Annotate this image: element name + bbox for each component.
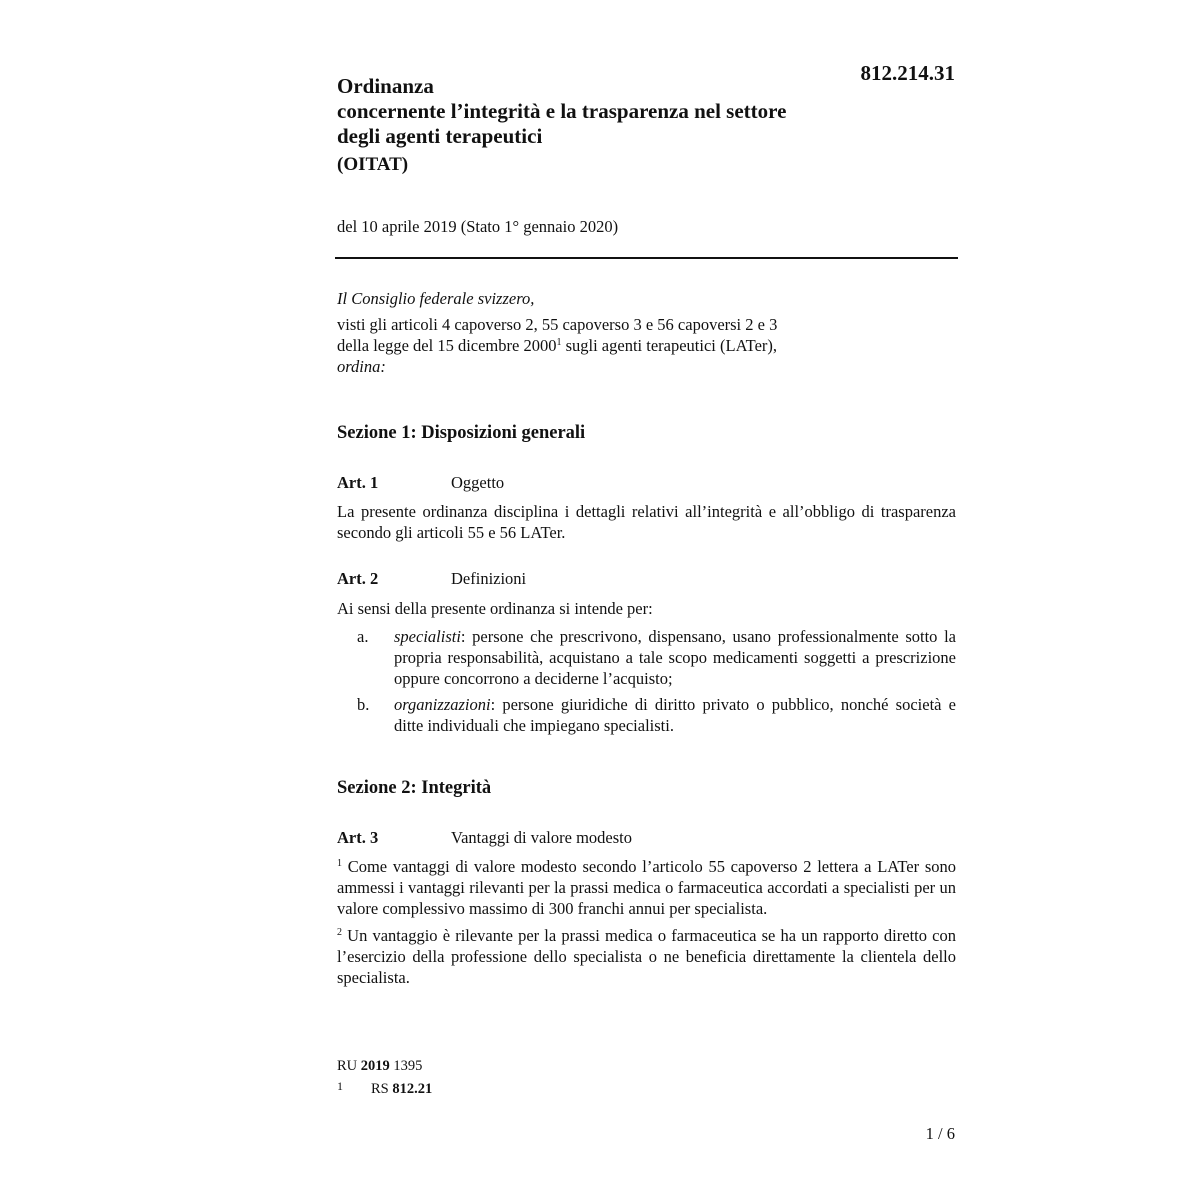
page-counter: 1 / 6 — [925, 1124, 955, 1143]
sr-number: 812.214.31 — [860, 61, 955, 85]
paragraph-text: Un vantaggio è rilevante per la prassi medica o farmaceutica se ha un rapporto diretto con l’esercizio della professione dello specialista o ne beneficia direttamente la clientela dello specialista. — [337, 926, 956, 987]
definition-term: organizzazioni — [394, 695, 491, 714]
document-title — [337, 74, 877, 177]
preamble-law-text-end: sugli agenti terapeutici (LATer), — [561, 336, 778, 355]
title-line: Ordinanza — [337, 74, 434, 98]
article-number: Art. 3 — [337, 828, 379, 847]
preamble-ordina: ordina: — [337, 357, 386, 376]
footnote-prefix: RS — [371, 1081, 393, 1097]
article-2-heading — [337, 569, 526, 589]
article-number: Art. 2 — [337, 569, 379, 588]
paragraph-number: 1 — [337, 858, 342, 869]
preamble-authority: Il Consiglio federale svizzero, — [337, 289, 535, 308]
ru-prefix: RU — [337, 1058, 361, 1074]
preamble-law-text: della legge del 15 dicembre 2000 — [337, 336, 557, 355]
article-number: Art. 1 — [337, 473, 379, 492]
footnote-reference[interactable]: 1 — [556, 337, 562, 348]
preamble-visti-cont — [337, 335, 957, 356]
definition-term: specialisti — [394, 627, 461, 646]
definition-item — [337, 626, 956, 689]
article-3-paragraph-2 — [337, 925, 956, 988]
ru-reference — [337, 1058, 422, 1075]
paragraph-text: Come vantaggi di valore modesto secondo l’articolo 55 capoverso 2 lettera a LATer sono ammessi i vantaggi rilevanti per la prassi medica o farmaceutica accordati a specialisti per un valore complessivo massimo di 300 franchi annui per specialista. — [337, 857, 956, 918]
footnote-link[interactable]: 812.21 — [392, 1081, 433, 1097]
preamble-visti: visti gli articoli 4 capoverso 2, 55 capoverso 3 e 56 capoversi 2 e 3 — [337, 315, 778, 334]
definition-item — [337, 694, 956, 736]
definition-text: : persone giuridiche di diritto privato o pubblico, nonché società e ditte individuali che impiegano specialisti. — [394, 695, 956, 735]
section-2-heading: Sezione 2: Integrità — [337, 778, 492, 798]
article-1-text: La presente ordinanza disciplina i dettagli relativi all’integrità e all’obbligo di trasparenza secondo gli articoli 55 e 56 LATer. — [337, 502, 956, 542]
horizontal-divider — [335, 257, 958, 259]
item-label: b. — [357, 695, 370, 714]
footnote-number: 1 — [337, 1079, 343, 1093]
article-title: Oggetto — [451, 473, 505, 492]
paragraph-number: 2 — [337, 927, 342, 938]
definition-text: : persone che prescrivono, dispensano, usano professionalmente sotto la propria responsabilità, acquistano a tale scopo medicamenti soggetti a prescrizione oppure concorrono a deciderne l’acquisto; — [394, 627, 956, 688]
article-title: Vantaggi di valore modesto — [451, 828, 633, 847]
article-3-heading — [337, 828, 632, 848]
article-2-intro: Ai sensi della presente ordinanza si intende per: — [337, 599, 653, 618]
article-1-heading — [337, 473, 504, 493]
ru-page: 1395 — [389, 1058, 423, 1074]
footnote — [337, 1079, 432, 1098]
article-title: Definizioni — [451, 569, 527, 588]
article-3-paragraph-1 — [337, 856, 956, 919]
ru-year: 2019 — [360, 1058, 390, 1074]
title-line: degli agenti terapeutici — [337, 124, 543, 148]
item-label: a. — [357, 627, 369, 646]
preamble — [337, 288, 957, 377]
title-line: concernente l’integrità e la trasparenza nel settore — [337, 99, 787, 123]
date-status-line: del 10 aprile 2019 (Stato 1° gennaio 2020) — [337, 217, 619, 236]
title-abbreviation: (OITAT) — [337, 154, 409, 175]
section-1-heading: Sezione 1: Disposizioni generali — [337, 423, 586, 443]
